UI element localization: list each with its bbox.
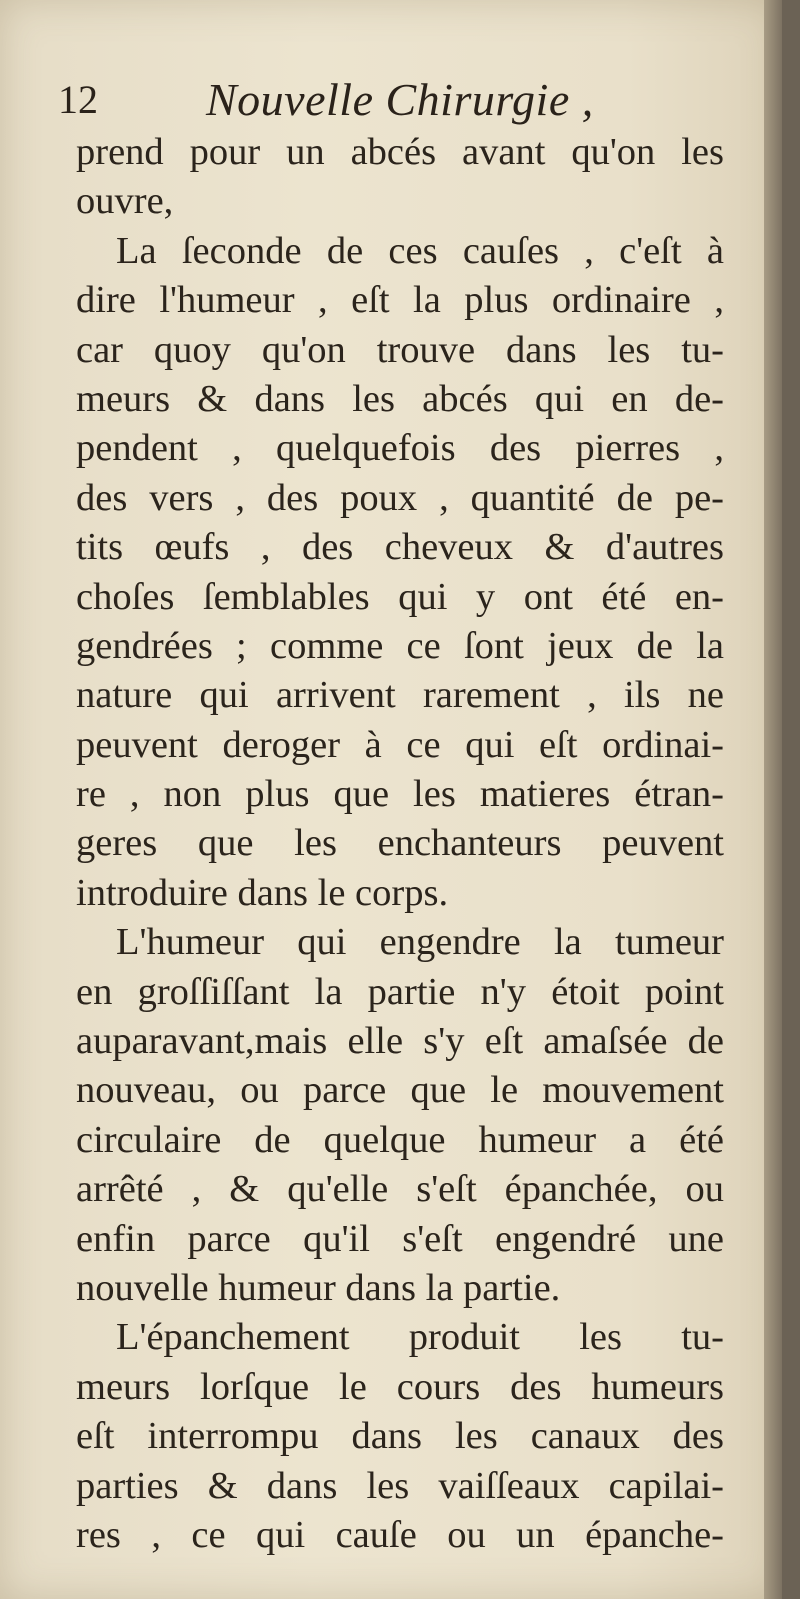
text-line: introduire dans le corps. xyxy=(76,871,449,914)
text-line: prend pour un abcés avant qu'on les xyxy=(76,131,724,173)
text-line: L'épanchement produit les tu- xyxy=(116,1316,724,1359)
text-line: meurs & dans les abcés qui en de- xyxy=(76,377,724,420)
body-text xyxy=(76,128,724,1560)
text-line: arrêté , & qu'elle s'eſt épanchée, ou xyxy=(76,1168,724,1211)
text-line: en groſſiſſant la partie n'y étoit point xyxy=(76,970,724,1013)
text-line: meurs lorſque le cours des humeurs xyxy=(76,1365,724,1408)
text-line: circulaire de quelque humeur a été xyxy=(76,1118,724,1161)
text-line: des vers , des poux , quantité de pe- xyxy=(76,476,724,519)
text-line: pendent , quelquefois des pierres , xyxy=(76,427,724,470)
text-line: tits œufs , des cheveux & d'autres xyxy=(76,526,724,569)
text-line: car quoy qu'on trouve dans les tu- xyxy=(76,328,724,371)
running-head xyxy=(58,72,718,128)
text-line: res , ce qui cauſe ou un épanche- xyxy=(76,1513,724,1556)
text-line: nouveau, ou parce que le mouvement xyxy=(76,1069,724,1112)
text-line: re , non plus que les matieres étran- xyxy=(76,773,724,816)
text-line: eſt interrompu dans les canaux des xyxy=(76,1415,724,1458)
text-line: peuvent deroger à ce qui eſt ordinai- xyxy=(76,723,724,766)
text-line: ouvre, xyxy=(76,180,174,223)
text-line: L'humeur qui engendre la tumeur xyxy=(116,921,724,964)
page-edge xyxy=(764,0,782,1599)
page-number: 12 xyxy=(58,77,98,122)
text-line: nouvelle humeur dans la partie. xyxy=(76,1266,561,1309)
text-line: choſes ſemblables qui y ont été en- xyxy=(76,575,724,618)
text-line: parties & dans les vaiſſeaux capilai- xyxy=(76,1464,724,1507)
text-line: nature qui arrivent rarement , ils ne xyxy=(76,674,724,717)
text-line: dire l'humeur , eſt la plus ordinaire , xyxy=(76,279,724,322)
text-line: auparavant,mais elle s'y eſt amaſsée de xyxy=(76,1020,724,1063)
text-line: enfin parce qu'il s'eſt engendré une xyxy=(76,1217,724,1260)
running-title: Nouvelle Chirurgie , xyxy=(206,74,594,125)
text-line: geres que les enchanteurs peuvent xyxy=(76,822,724,865)
text-line: gendrées ; comme ce ſont jeux de la xyxy=(76,624,724,667)
text-line: La ſeconde de ces cauſes , c'eſt à xyxy=(116,229,724,272)
